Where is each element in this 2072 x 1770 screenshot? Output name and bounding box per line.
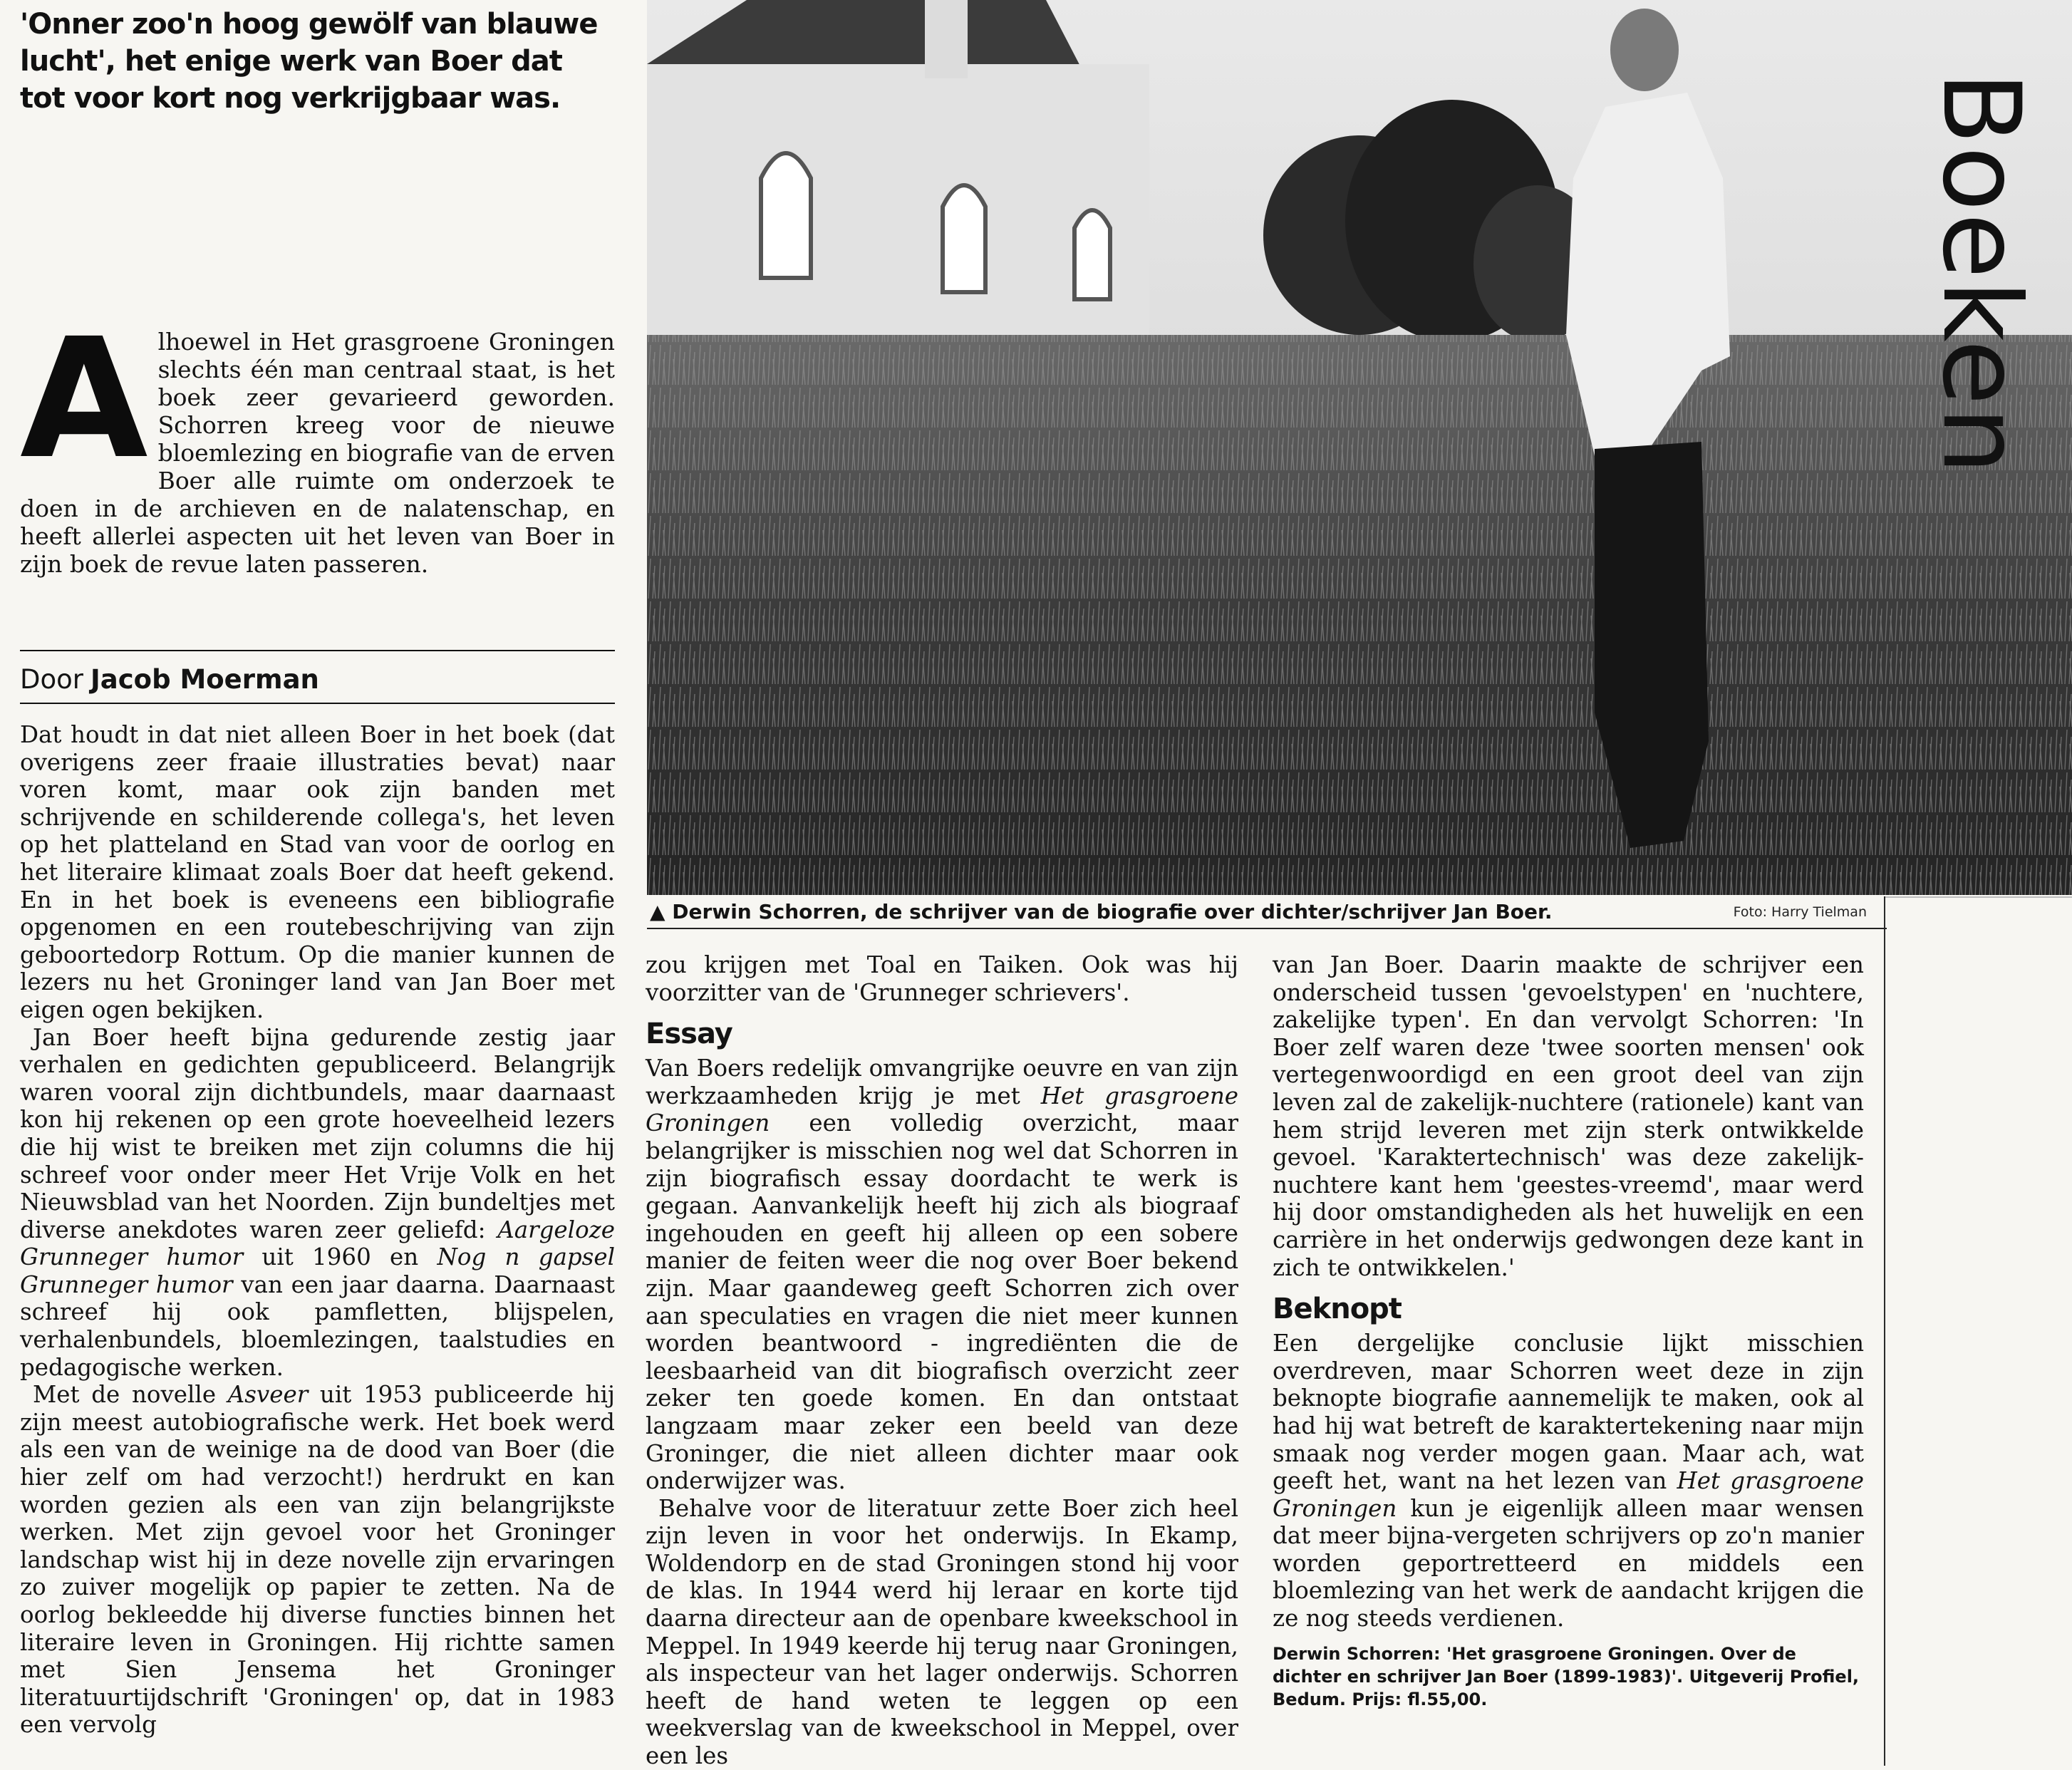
subheading-beknopt: Beknopt: [1273, 1293, 1402, 1326]
paragraph: Jan Boer heeft bijna gedurende zestig jaar verhalen en gedichten gepubliceerd. Belangrijk waren vooral zijn dichtbundels, maar daarnaast kon hij rekenen op een grote hoeveelheid lezers die hij wist te breiken met zijn columns die hij schreef voor onder meer Het Vrije Volk en het Nieuwsblad van het Noorden. Zijn bundeltjes met diverse anekdotes waren zeer geliefd: Aargeloze Grunneger humor uit 1960 en Nog n gapsel Grunneger humor van een jaar daarna. Daarnaast schreef hij ook pamfletten, blijspelen, verhalenbundels, bloemlezingen, taalstudies en pedagogische werken.: [20, 1023, 615, 1381]
caption-rule: [647, 928, 1887, 929]
book-title: Het grasgroene Groningen: [1273, 1467, 1864, 1522]
divider-bottom: [20, 703, 615, 704]
book-info: Derwin Schorren: 'Het grasgroene Groningen. Over de dichter en schrijver Jan Boer (1899-1983)'. Uitgeverij Profiel, Bedum. Prijs: fl.55,00.: [1273, 1643, 1860, 1709]
article-column-3: [1273, 951, 1864, 1711]
photo-caption: ▲ Derwin Schorren, de schrijver van de biografie over dichter/schrijver Jan Boer.: [650, 900, 1553, 923]
paragraph: Met de novelle Asveer uit 1953 publiceerde hij zijn meest autobiografische werk. Het boek werd als een van de weinige na de dood van Boer (die hier zelf om had verzocht!) herdrukt en kan worden gezien als een van zijn belangrijkste werken. Met zijn gevoel voor het Groninger landschap wist hij in deze novelle zijn ervaringen zo zuiver mogelijk op papier te zetten. Na de oorlog bekleedde hij diverse functies binnen het literaire leven in Groningen. Hij richtte samen met Sien Jensema het Groninger literatuurtijdschrift 'Groningen' op, dat in 1983 een vervolg: [20, 1381, 615, 1739]
paragraph: Een dergelijke conclusie lijkt misschien overdreven, maar Schorren weet deze in zijn beknopte biografie aannemelijk te maken, ook al had hij wat betreft de karaktertekening naar mijn smaak nog verder mogen gaan. Maar ach, wat geeft het, want na het lezen van Het grasgroene Groningen kun je eigenlijk alleen maar wensen dat meer bijna-vergeten schrijvers op zo'n manier worden geportretteerd en middels een bloemlezing van het werk de aandacht krijgen die ze nog steeds verdienen.: [1273, 1330, 1864, 1632]
byline: [20, 661, 615, 698]
article-column-2: [646, 951, 1238, 1770]
byline-prefix: Door: [20, 664, 83, 695]
book-title: Nog n gapsel Grunneger humor: [20, 1243, 615, 1298]
lead-paragraph: [20, 303, 615, 578]
subheading-essay: Essay: [646, 1018, 732, 1051]
paragraph: Dat houdt in dat niet alleen Boer in het boek (dat overigens zeer fraaie illustraties bevat) naar voren komt, maar ook zijn banden met schrijvende en schilderende collega's, het leven op het platteland en Stad van voor de oorlog en het literaire klimaat zoals Boer dat heeft gekend. En in het boek is eveneens een bibliografie opgenomen en een routebeschrijving van zijn geboortedorp Rottum. Op die manier kunnen de lezers nu het Groninger land van Jan Boer met eigen ogen bekijken.: [20, 721, 615, 1023]
lead-text: lhoewel in Het grasgroene Groningen slechts één man centraal staat, is het boek zeer gevarieerd geworden. Schorren kreeg voor de nieuwe bloemlezing en biografie van de erven Boer alle ruimte om onderzoek te doen in de archieven en de nalatenschap, en heeft allerlei aspecten uit het leven van Boer in zijn boek de revue laten passeren.: [20, 328, 615, 578]
book-title: Aargeloze Grunneger humor: [20, 1216, 615, 1271]
box-rule: [1885, 896, 2072, 898]
paragraph: Behalve voor de literatuur zette Boer zich heel zijn leven in voor het onderwijs. In Ekamp, Woldendorp en de stad Groningen stond hij voor de klas. In 1944 werd hij leraar en korte tijd daarna directeur aan de openbare kweekschool in Meppel. In 1949 keerde hij terug naar Groningen, als inspecteur van het lager onderwijs. Schorren heeft de hand weten te leggen op een weekverslag van de kweekschool in Meppel, over een les: [646, 1494, 1238, 1770]
byline-author: Jacob Moerman: [90, 664, 319, 695]
paragraph: zou krijgen met Toal en Taiken. Ook was hij voorzitter van de 'Grunneger schrievers'.: [646, 951, 1238, 1006]
article-column-1: [20, 721, 615, 1739]
column-divider: [1884, 896, 1885, 1766]
photo-illustration: [647, 0, 2072, 895]
book-title: Asveer: [227, 1381, 309, 1409]
photo-church-field: [647, 0, 2072, 895]
book-title: Het grasgroene Groningen: [646, 1082, 1238, 1137]
paragraph: Van Boers redelijk omvangrijke oeuvre en van zijn werkzaamheden krijg je met Het grasgroene Groningen een volledig overzicht, maar belangrijker is misschien nog wel dat Schorren in zijn biografisch essay doordacht te werk is gegaan. Aanvankelijk heeft hij zich als biograaf ingehouden en geeft hij alleen op een sobere manier de feiten weer die nog over Boer bekend zijn. Maar gaandeweg geeft Schorren zich over aan speculaties en vragen die niet meer kunnen worden beantwoord - ingrediënten die de leesbaarheid van dit biografisch overzicht zeer zeker ten goede komen. En dan ontstaat langzaam maar zeker een beeld van deze Groninger, die niet alleen dichter maar ook onderwijzer was.: [646, 1055, 1238, 1495]
headline: 'Onner zoo'n hoog gewölf van blauwe lucht', het enige werk van Boer dat tot voor kort nog verkrijgbaar was.: [20, 8, 598, 115]
paragraph: van Jan Boer. Daarin maakte de schrijver een onderscheid tussen 'gevoelstypen' en 'nuchtere, zakelijke typen'. En dan vervolgt Schorren: 'In Boer zelf waren deze 'twee soorten mensen' ook vertegenwoordigd en een groot deel van zijn leven zal de zakelijk-nuchtere (rationele) kant van hem strijd leveren met zijn sterk ontwikkelde gevoel. 'Karaktertechnisch' was deze zakelijk-nuchtere kant hem 'geestes-vreemd', maar werd hij door omstandigheden als het huwelijk en een carrière in het onderwijs gedwongen deze kant in zich te ontwikkelen.': [1273, 951, 1864, 1281]
photo-credit: Foto: Harry Tielman: [1733, 904, 1867, 920]
section-label: Boeken: [1919, 71, 2043, 476]
divider-top: [20, 650, 615, 651]
drop-cap: A: [20, 303, 148, 495]
